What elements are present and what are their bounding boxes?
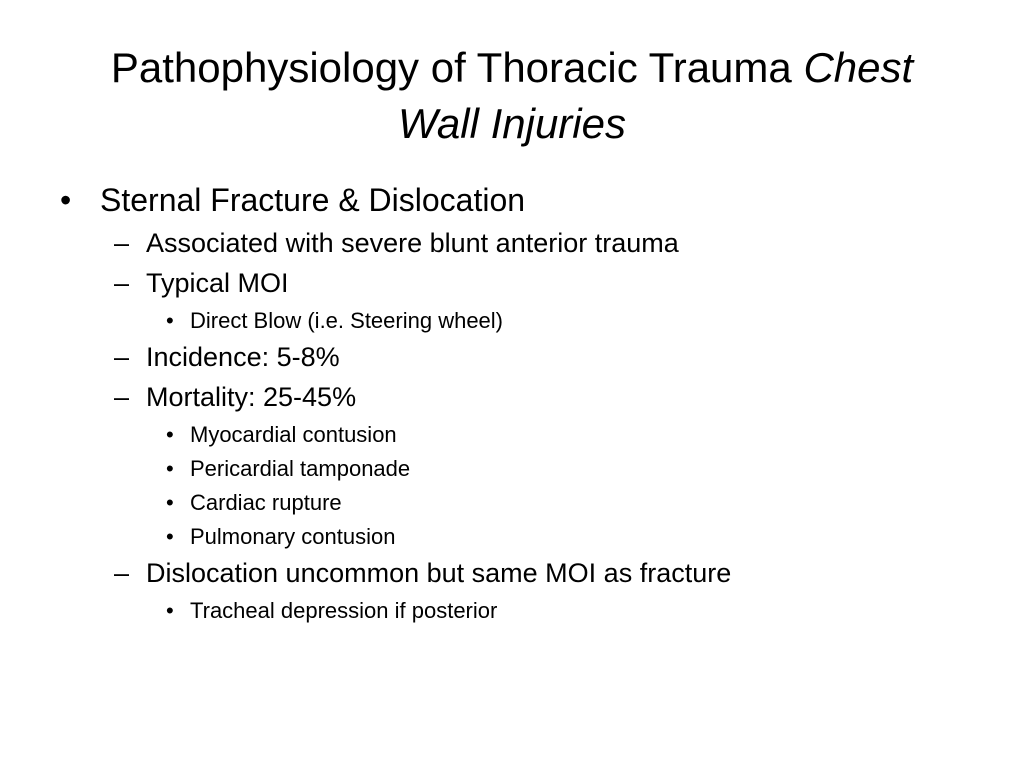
bullet-level3 xyxy=(58,594,978,628)
bullet-text: Direct Blow (i.e. Steering wheel) xyxy=(190,308,504,333)
bullet-text: Pulmonary contusion xyxy=(190,524,396,549)
bullet-text: Sternal Fracture & Dislocation xyxy=(100,182,526,218)
bullet-dash-icon: – xyxy=(114,228,130,258)
bullet-level3 xyxy=(58,520,978,554)
bullet-dot-icon: • xyxy=(166,456,174,481)
bullet-text: Pericardial tamponade xyxy=(190,456,411,481)
bullet-level3 xyxy=(58,418,978,452)
bullet-dot-icon: • xyxy=(60,182,72,218)
bullet-dot-icon: • xyxy=(166,490,174,515)
bullet-level2 xyxy=(58,224,978,262)
bullet-text: Mortality: 25-45% xyxy=(146,382,357,412)
bullet-text: Typical MOI xyxy=(146,268,289,298)
bullet-text: Incidence: 5-8% xyxy=(146,342,340,372)
bullet-level2 xyxy=(58,378,978,416)
bullet-list xyxy=(58,178,978,628)
slide-title xyxy=(60,40,964,152)
bullet-text: Myocardial contusion xyxy=(190,422,397,447)
bullet-dash-icon: – xyxy=(114,342,130,372)
title-regular: Pathophysiology of Thoracic Trauma xyxy=(110,44,804,91)
bullet-text: Associated with severe blunt anterior trauma xyxy=(146,228,679,258)
bullet-dot-icon: • xyxy=(166,524,174,549)
bullet-level3 xyxy=(58,304,978,338)
bullet-text: Tracheal depression if posterior xyxy=(190,598,498,623)
bullet-dot-icon: • xyxy=(166,598,174,623)
bullet-text: Dislocation uncommon but same MOI as fracture xyxy=(146,558,732,588)
bullet-level3 xyxy=(58,486,978,520)
bullet-level3 xyxy=(58,452,978,486)
bullet-dash-icon: – xyxy=(114,558,130,588)
bullet-level2 xyxy=(58,338,978,376)
bullet-text: Cardiac rupture xyxy=(190,490,342,515)
bullet-level2 xyxy=(58,264,978,302)
bullet-dot-icon: • xyxy=(166,422,174,447)
bullet-dash-icon: – xyxy=(114,268,130,298)
bullet-level1 xyxy=(58,178,978,222)
title-italic-line2: Wall Injuries xyxy=(398,100,626,147)
bullet-dash-icon: – xyxy=(114,382,130,412)
title-italic-line1: Chest xyxy=(803,44,914,91)
bullet-level2 xyxy=(58,554,978,592)
bullet-dot-icon: • xyxy=(166,308,174,333)
